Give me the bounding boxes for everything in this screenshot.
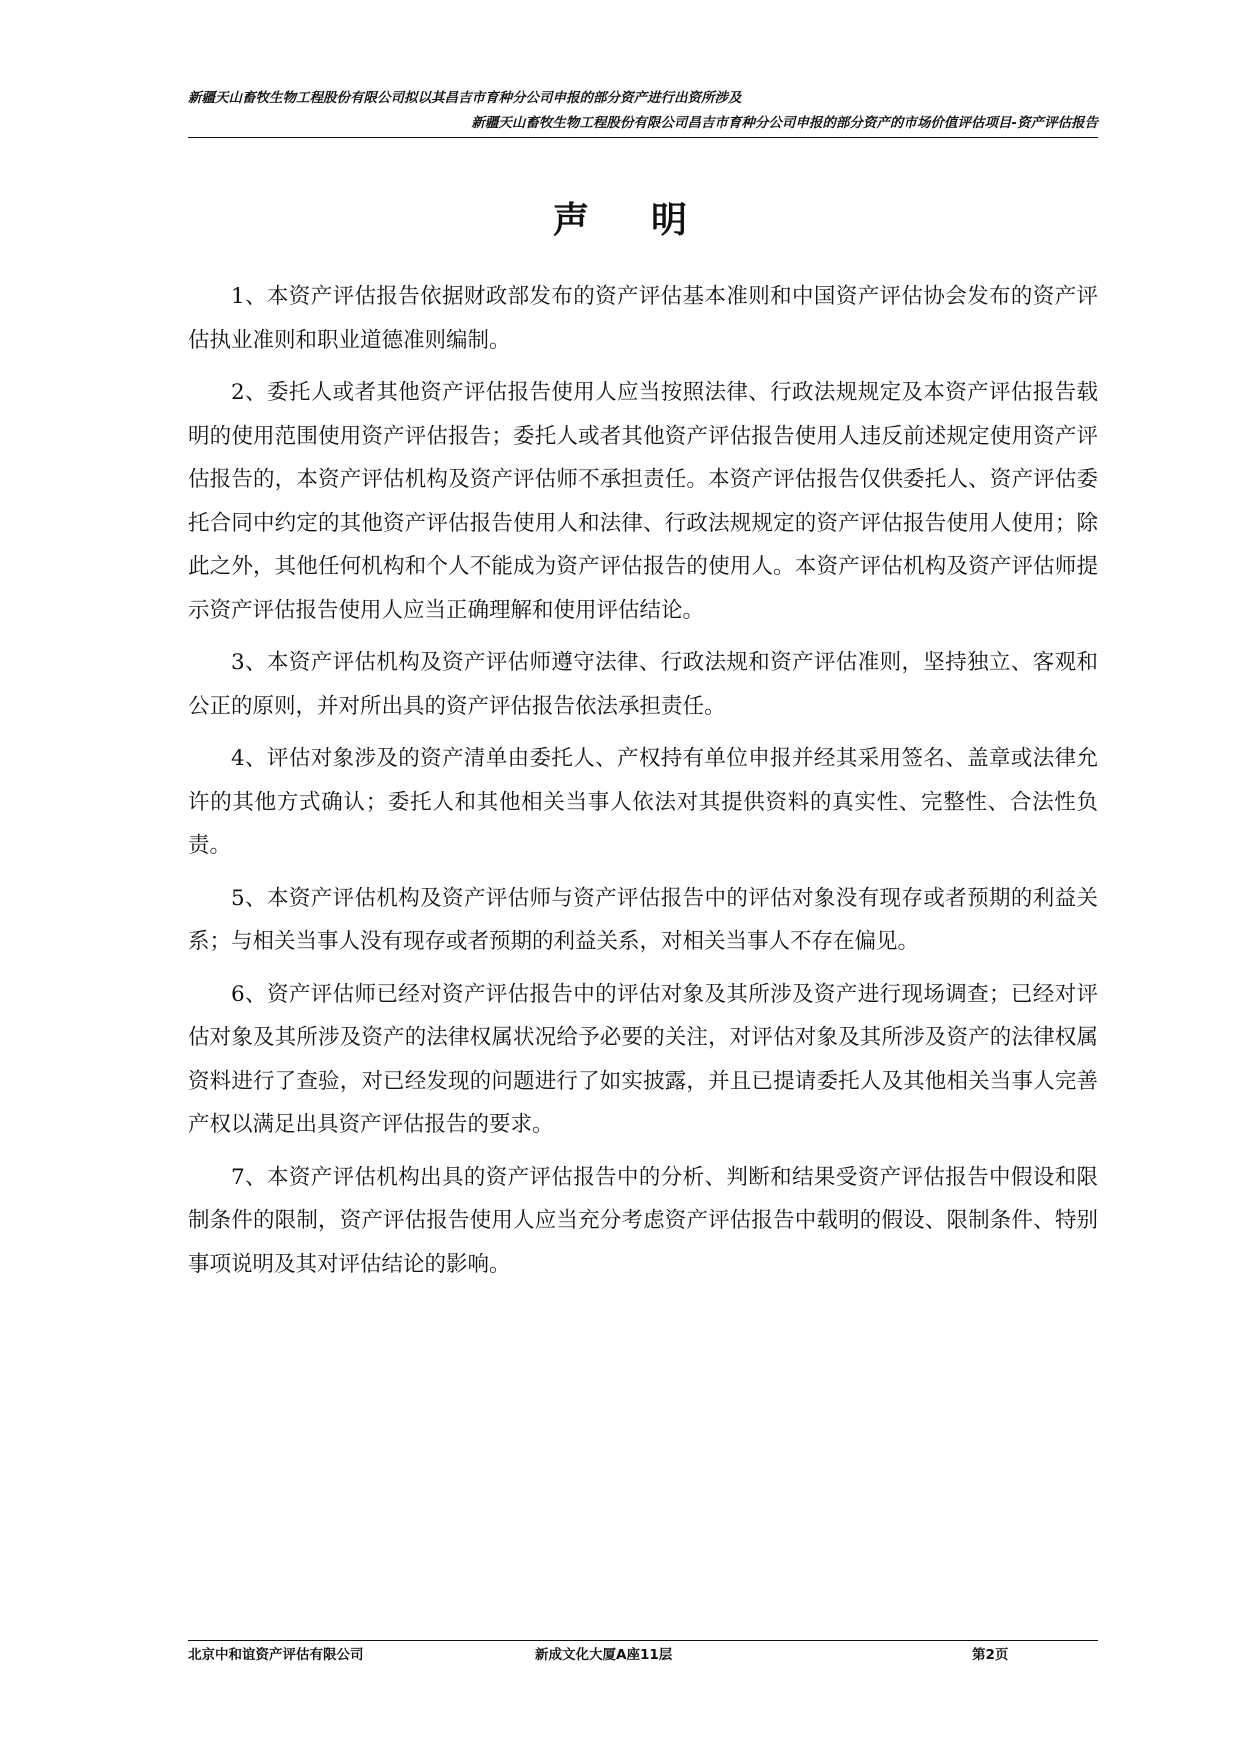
header-divider	[188, 137, 1098, 138]
header-line-1: 新疆天山畜牧生物工程股份有限公司拟以其昌吉市育种分公司申报的部分资产进行出资所涉及	[188, 90, 742, 106]
statement-paragraph-6: 6、资产评估师已经对资产评估报告中的评估对象及其所涉及资产进行现场调查；已经对评估对象及其所涉及资产的法律权属状况给予必要的关注，对评估对象及其所涉及资产的法律权属资料进行了查验，对已经发现的问题进行了如实披露，并且已提请委托人及其他相关当事人完善产权以满足出具资产评估报告的要求。	[188, 981, 1098, 1137]
footer-page-number: 第2页	[972, 1647, 1009, 1663]
statement-body	[188, 275, 1098, 1295]
statement-paragraph-2: 2、委托人或者其他资产评估报告使用人应当按照法律、行政法规规定及本资产评估报告载明的使用范围使用资产评估报告；委托人或者其他资产评估报告使用人违反前述规定使用资产评估报告的，本资产评估机构及资产评估师不承担责任。本资产评估报告仅供委托人、资产评估委托合同中约定的其他资产评估报告使用人和法律、行政法规规定的资产评估报告使用人使用；除此之外，其他任何机构和个人不能成为资产评估报告的使用人。本资产评估机构及资产评估师提示资产评估报告使用人应当正确理解和使用评估结论。	[188, 380, 1098, 623]
statement-paragraph-3: 3、本资产评估机构及资产评估师遵守法律、行政法规和资产评估准则，坚持独立、客观和公正的原则，并对所出具的资产评估报告依法承担责任。	[188, 650, 1098, 719]
footer-address: 新成文化大厦A座11层	[535, 1647, 673, 1663]
page-title: 声明	[552, 199, 749, 241]
footer-divider	[188, 1640, 1098, 1641]
page-header	[188, 86, 1098, 136]
header-line-2: 新疆天山畜牧生物工程股份有限公司昌吉市育种分公司申报的部分资产的市场价值评估项目-资产评估报告	[471, 115, 1098, 131]
statement-paragraph-5: 5、本资产评估机构及资产评估师与资产评估报告中的评估对象没有现存或者预期的利益关系；与相关当事人没有现存或者预期的利益关系，对相关当事人不存在偏见。	[188, 885, 1098, 954]
statement-paragraph-4: 4、评估对象涉及的资产清单由委托人、产权持有单位申报并经其采用签名、盖章或法律允许的其他方式确认；委托人和其他相关当事人依法对其提供资料的真实性、完整性、合法性负责。	[188, 746, 1098, 858]
statement-paragraph-1: 1、本资产评估报告依据财政部发布的资产评估基本准则和中国资产评估协会发布的资产评估执业准则和职业道德准则编制。	[188, 284, 1098, 353]
statement-paragraph-7: 7、本资产评估机构出具的资产评估报告中的分析、判断和结果受资产评估报告中假设和限制条件的限制，资产评估报告使用人应当充分考虑资产评估报告中载明的假设、限制条件、特别事项说明及其对评估结论的影响。	[188, 1164, 1098, 1277]
footer-company: 北京中和谊资产评估有限公司	[188, 1647, 364, 1663]
